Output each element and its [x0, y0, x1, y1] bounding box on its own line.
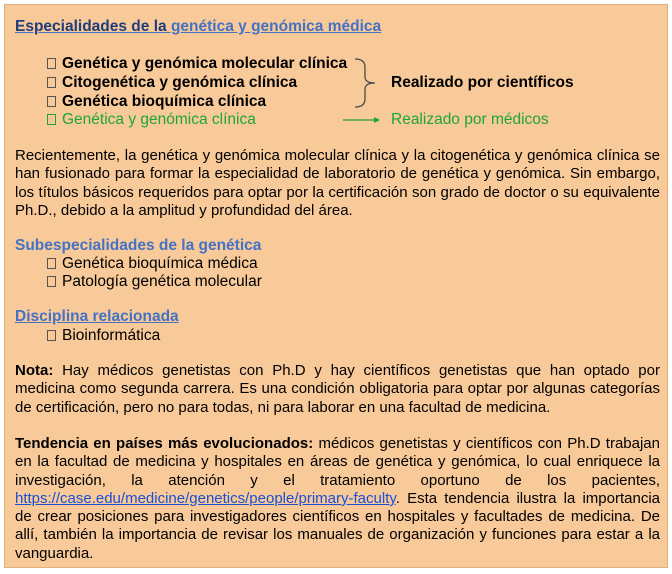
- note-paragraph: [15, 362, 660, 417]
- specialty-item: [47, 93, 266, 111]
- note-text: Hay médicos genetistas con Ph.D y hay científicos genetistas que han optado por medicina como segunda carrera. Es una condición obligatoria para optar por algunas categorías de certificación, pero no para todas, ni para laborar en una facultad de medicina.: [15, 362, 660, 416]
- content-panel: [4, 4, 668, 568]
- physicians-label: Realizado por médicos: [391, 111, 549, 128]
- specialty-label: Genética y genómica clínica: [62, 111, 256, 128]
- subspecialties-heading: Subespecialidades de la genética: [15, 237, 262, 254]
- related-heading: Disciplina relacionada: [15, 308, 179, 325]
- trend-paragraph: [15, 435, 660, 563]
- title-part-2: genética y genómica médica: [166, 18, 382, 35]
- subspecialty-label: Genética bioquímica médica: [62, 255, 258, 272]
- specialty-label: Citogenética y genómica clínica: [62, 74, 298, 91]
- checkbox-icon: [47, 77, 56, 88]
- checkbox-icon: [47, 58, 56, 69]
- specialty-label: Genética y genómica molecular clínica: [62, 55, 348, 72]
- specialty-item: [47, 74, 297, 92]
- related-item: [47, 327, 160, 345]
- subspecialty-item: [47, 255, 258, 273]
- title-part-1: Especialidades de la: [15, 18, 167, 35]
- related-label: Bioinformática: [62, 327, 161, 344]
- trend-text-2: . Esta tendencia ilustra la importancia de crear posiciones para investigadores científicos en hospitales y facultades de medicina. De allí, también la importancia de revisar los manuales de organización y funciones para estar a la vanguardia.: [15, 489, 660, 562]
- trend-text-1: médicos genetistas y científicos con Ph.D trabajan en la facultad de medicina y hospitales en áreas de genética y genómica, lo cual enriquece la investigación, la atención y el tratamiento oportuno de los pacientes,: [15, 435, 660, 489]
- checkbox-icon: [47, 96, 56, 107]
- arrow-right-icon: [343, 116, 383, 126]
- specialty-item: [47, 111, 256, 129]
- curly-brace-icon: [353, 57, 383, 109]
- note-label: Nota:: [15, 362, 54, 379]
- specialty-item: [47, 55, 347, 73]
- scientists-label: Realizado por científicos: [391, 74, 574, 91]
- checkbox-icon: [47, 114, 56, 125]
- subspecialty-label: Patología genética molecular: [62, 273, 262, 290]
- checkbox-icon: [47, 330, 56, 341]
- page-title: [15, 18, 381, 36]
- subspecialty-item: [47, 273, 262, 291]
- faculty-link[interactable]: https://case.edu/medicine/genetics/people/primary-faculty: [15, 489, 396, 507]
- specialty-label: Genética bioquímica clínica: [62, 93, 267, 110]
- trend-label: Tendencia en países más evolucionados:: [15, 435, 314, 452]
- checkbox-icon: [47, 258, 56, 269]
- checkbox-icon: [47, 276, 56, 287]
- intro-paragraph: Recientemente, la genética y genómica molecular clínica y la citogenética y genómica clínica se han fusionado para formar la especialidad de laboratorio de genética y genómica. Sin embargo, los títulos básicos requeridos para optar por la certificación son grado de doctor o su equivalente Ph.D., debido a la amplitud y profundidad del área.: [15, 147, 660, 219]
